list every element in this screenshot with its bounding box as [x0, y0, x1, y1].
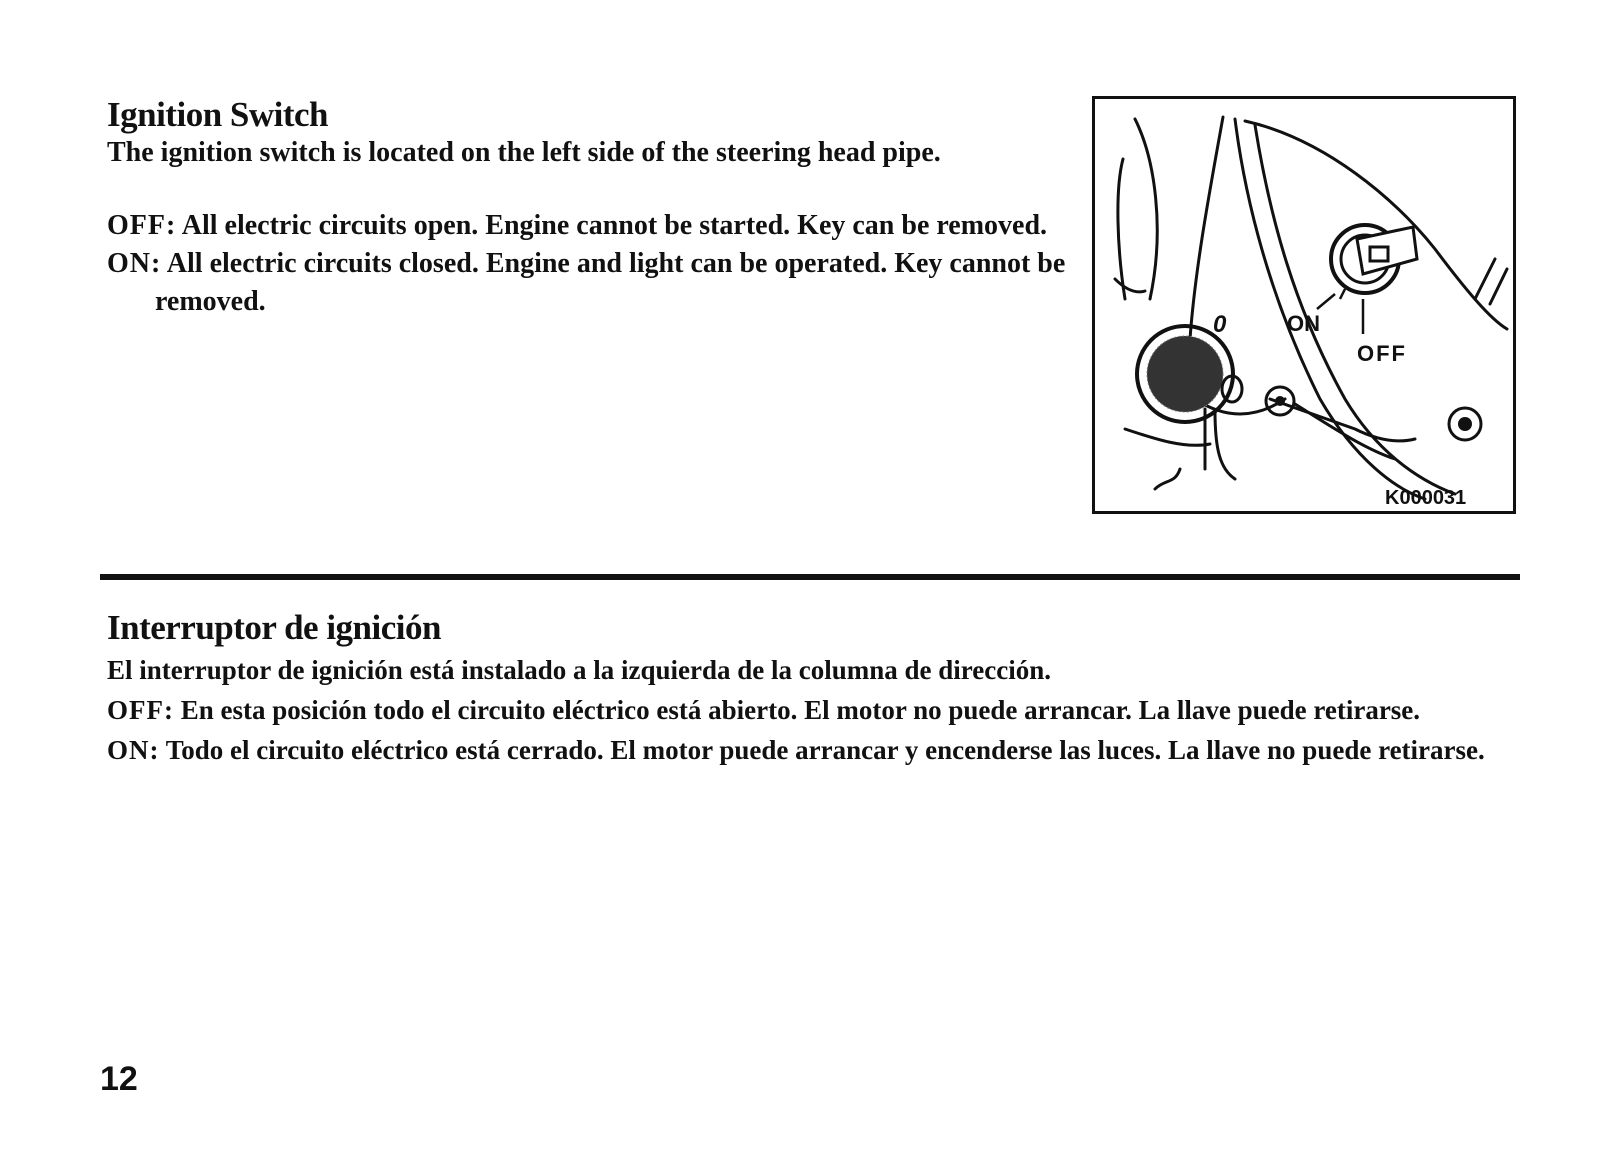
- label-off: OFF: [1357, 341, 1407, 366]
- ignition-switch-illustration: [1092, 96, 1516, 514]
- page-number: 12: [100, 1060, 138, 1098]
- entry-key: ON:: [107, 248, 162, 279]
- english-section: [107, 95, 1097, 321]
- entry-key: OFF:: [107, 210, 177, 241]
- spanish-section: [107, 606, 1519, 770]
- section-divider: [100, 574, 1520, 580]
- ignition-switch-drawing: [1095, 99, 1513, 511]
- intro-spanish: El interruptor de ignición está instalado a la izquierda de la columna de dirección.: [107, 655, 1052, 685]
- entry-text: All electric circuits closed. Engine and light can be operated. Key cannot be removed.: [155, 248, 1066, 317]
- entry-key: OFF:: [107, 695, 174, 725]
- entry-text: Todo el circuito eléctrico está cerrado. El motor puede arrancar y encenderse las luces. La llave no puede retirarse.: [159, 735, 1485, 765]
- section-heading-english: Ignition Switch: [107, 95, 329, 134]
- intro-english: The ignition switch is located on the left side of the steering head pipe.: [107, 137, 941, 168]
- entry-off-english: [107, 207, 1097, 245]
- section-heading-spanish: Interruptor de ignición: [107, 608, 441, 647]
- entry-text: All electric circuits open. Engine cannot be started. Key can be removed.: [176, 210, 1048, 241]
- entry-text: En esta posición todo el circuito eléctrico está abierto. El motor no puede arrancar. La llave puede retirarse.: [173, 695, 1421, 725]
- entry-on-spanish: [107, 730, 1519, 770]
- label-on: ON: [1287, 311, 1320, 336]
- entry-off-spanish: [107, 690, 1519, 730]
- label-zero: 0: [1213, 311, 1227, 338]
- figure-code: K000031: [1385, 487, 1467, 509]
- entry-key: ON:: [107, 735, 160, 765]
- entry-on-english: [107, 245, 1097, 321]
